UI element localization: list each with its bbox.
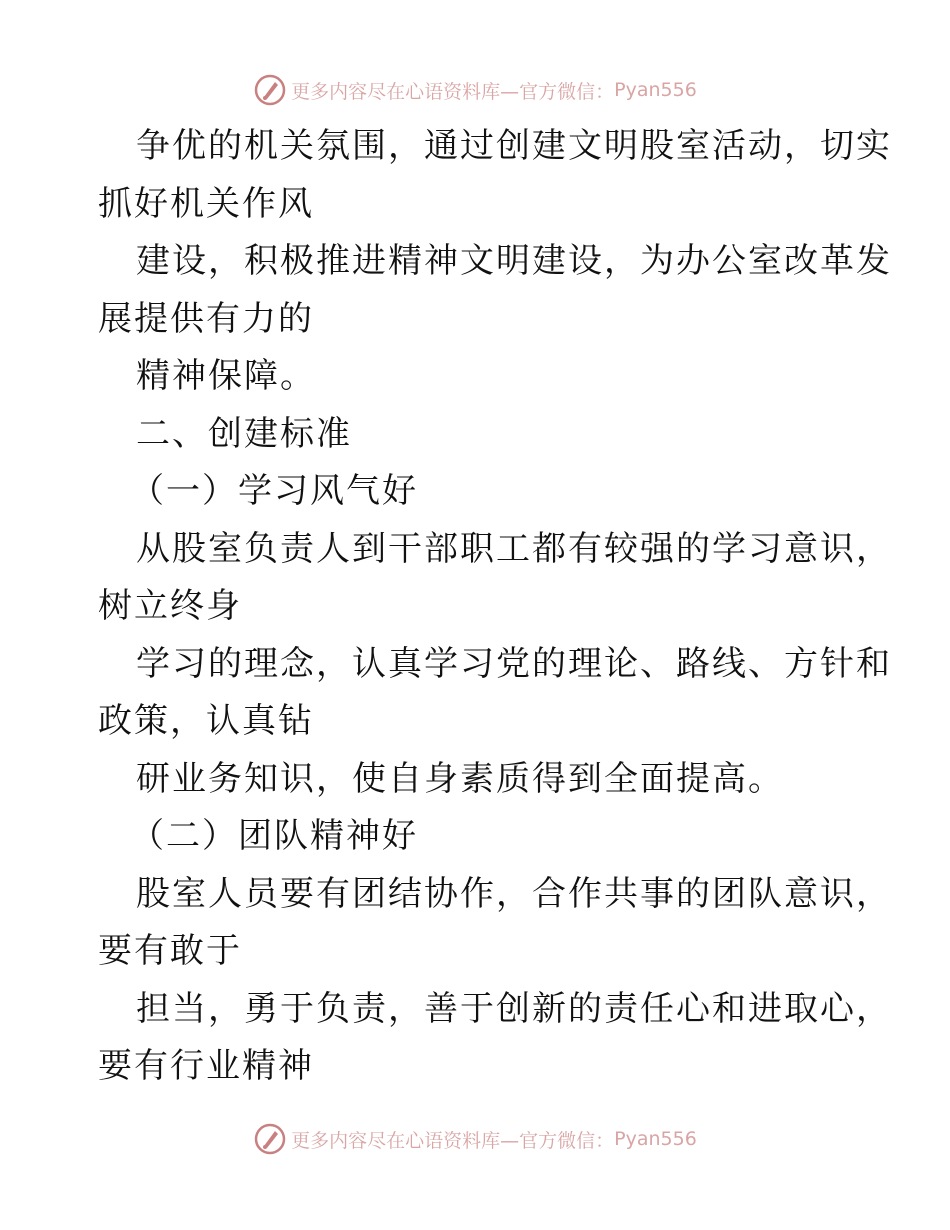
subsection-heading: （二）团队精神好: [130, 816, 418, 856]
footer-banner: [0, 1119, 950, 1159]
body-text: [98, 118, 892, 1096]
pen-circle-logo-icon: [253, 1122, 287, 1156]
header-wechat-id: Pyan556: [614, 79, 697, 101]
text-line: 抓好机关作风: [98, 183, 314, 224]
text-line: 展提供有力的: [98, 298, 314, 339]
text-line: 担当，勇于负责，善于创新的责任心和进取心，: [136, 988, 892, 1029]
footer-banner-text: 更多内容尽在心语资料库—官方微信：: [291, 1129, 615, 1152]
text-line: 争优的机关氛围，通过创建文明股室活动，切实: [136, 126, 892, 166]
subsection-heading: （一）学习风气好: [130, 471, 418, 511]
pen-circle-logo-icon: [253, 73, 287, 107]
section-heading: 二、创建标准: [136, 413, 352, 454]
text-line: 树立终身: [98, 586, 242, 626]
text-line: 学习的理念，认真学习党的理论、路线、方针和: [136, 643, 892, 684]
text-line: 股室人员要有团结协作，合作共事的团队意识，: [136, 873, 892, 914]
text-line: 从股室负责人到干部职工都有较强的学习意识，: [136, 528, 892, 569]
footer-wechat-id: Pyan556: [614, 1128, 697, 1150]
header-banner: [0, 70, 950, 110]
header-banner-text: 更多内容尽在心语资料库—官方微信：: [291, 80, 615, 103]
text-line: 要有敢于: [98, 931, 242, 971]
text-line: 政策，认真钻: [98, 701, 314, 741]
text-line: 精神保障。: [136, 356, 316, 396]
text-line: 研业务知识，使自身素质得到全面提高。: [136, 758, 784, 799]
text-line: 要有行业精神: [98, 1046, 314, 1086]
text-line: 建设，积极推进精神文明建设，为办公室改革发: [136, 241, 892, 281]
